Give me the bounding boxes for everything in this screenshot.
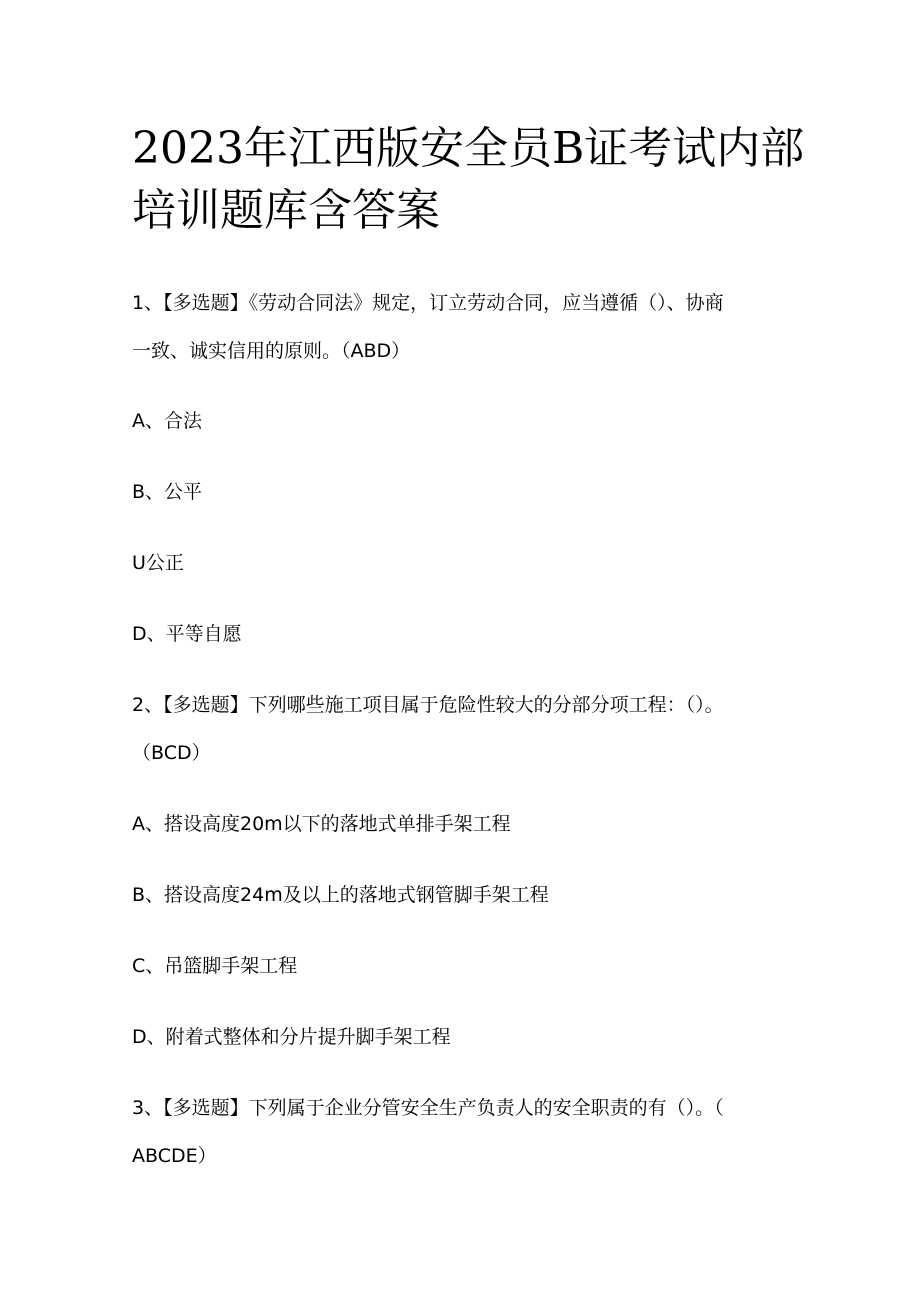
option-2d: D、附着式整体和分片提升脚手架工程 bbox=[132, 1026, 451, 1048]
option-2b: B、搭设高度24m及以上的落地式钢管脚手架工程 bbox=[132, 884, 549, 906]
option-1b: B、公平 bbox=[132, 481, 203, 503]
title-line-1: 2023年江西版安全员B证考试内部 bbox=[132, 123, 805, 174]
question-3-text: 3、【多选题】下列属于企业分管安全生产负责人的安全职责的有（）。（ bbox=[132, 1097, 724, 1119]
option-2a: A、搭设高度20m以下的落地式单排手架工程 bbox=[132, 813, 511, 835]
question-2-text-cont: （BCD） bbox=[132, 742, 211, 764]
option-1d: D、平等自愿 bbox=[132, 623, 242, 645]
question-1-text-cont: 一致、诚实信用的原则。（ABD） bbox=[132, 340, 411, 362]
option-1a: A、合法 bbox=[132, 410, 202, 432]
option-1c: U公正 bbox=[132, 552, 184, 574]
option-2c: C、吊篮脚手架工程 bbox=[132, 955, 298, 977]
title-line-2: 培训题库含答案 bbox=[132, 185, 440, 236]
question-1-text: 1、【多选题】《劳动合同法》规定，订立劳动合同，应当遵循（）、协商 bbox=[132, 292, 724, 314]
question-2-text: 2、【多选题】下列哪些施工项目属于危险性较大的分部分项工程：（）。 bbox=[132, 694, 724, 716]
question-3-text-cont: ABCDE） bbox=[132, 1145, 217, 1167]
document-title bbox=[132, 118, 812, 242]
